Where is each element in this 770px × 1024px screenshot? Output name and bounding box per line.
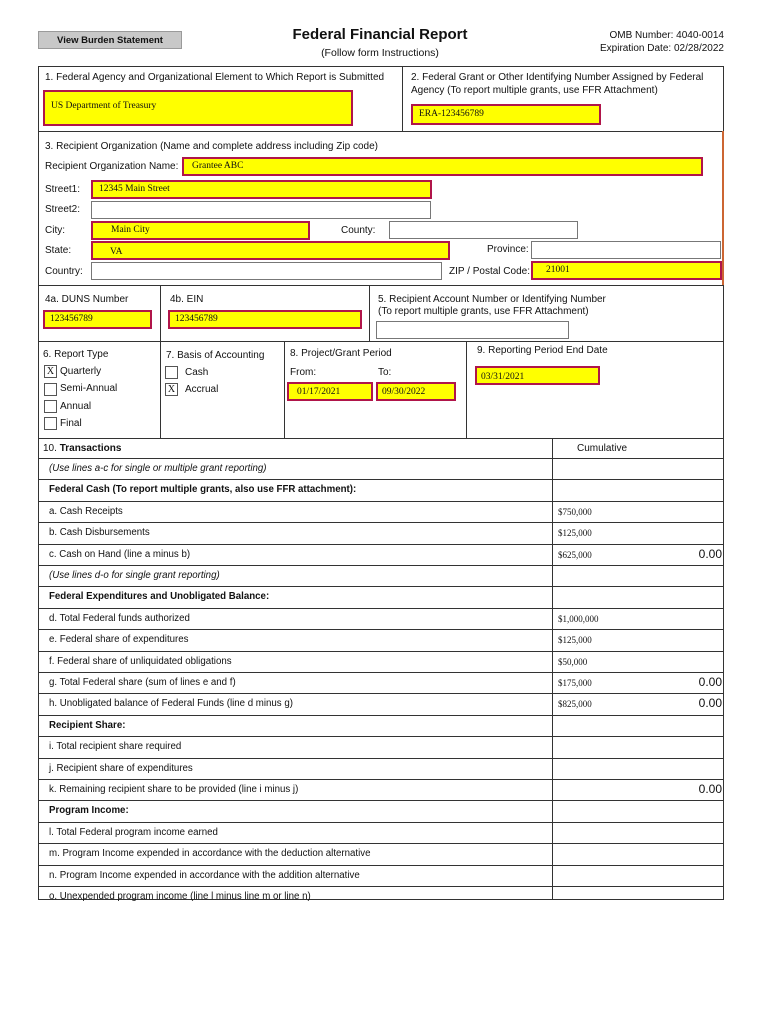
transaction-row-label: m. Program Income expended in accordance with the deduction alternative [49, 848, 371, 859]
account-number-label-2: (To report multiple grants, use FFR Attachment) [378, 306, 589, 317]
row-divider [38, 651, 724, 652]
row-divider [38, 458, 724, 459]
expiration-date: Expiration Date: 02/28/2022 [600, 43, 724, 54]
row-divider [38, 501, 724, 502]
transaction-row-label: Program Income: [49, 805, 129, 816]
ein-label: 4b. EIN [170, 294, 204, 305]
cumulative-value-field[interactable]: $125,000 [558, 528, 592, 538]
state-field[interactable]: VA [91, 241, 450, 260]
cash-label: Cash [185, 367, 209, 378]
transaction-row-label: n. Program Income expended in accordance with the addition alternative [49, 870, 360, 881]
agency-label: 1. Federal Agency and Organizational Element to Which Report is Submitted [45, 72, 385, 83]
transaction-row-label: c. Cash on Hand (line a minus b) [49, 549, 191, 560]
county-label: County: [341, 225, 376, 236]
transactions-title-text: Transactions [59, 443, 122, 454]
row-divider [38, 693, 724, 694]
divider [160, 341, 161, 438]
grant-number-label-1: 2. Federal Grant or Other Identifying Number Assigned by Federal [411, 72, 704, 83]
row-divider [38, 522, 724, 523]
divider [38, 438, 724, 439]
transaction-row-label: Recipient Share: [49, 720, 126, 731]
report-type-label: 6. Report Type [43, 349, 109, 360]
country-label: Country: [45, 266, 83, 277]
semi-annual-checkbox[interactable] [44, 383, 57, 396]
final-label: Final [60, 418, 82, 429]
transaction-row-label: (Use lines a-c for single or multiple grant reporting) [49, 463, 267, 474]
row-divider [38, 886, 724, 887]
annual-checkbox[interactable] [44, 400, 57, 413]
accrual-label: Accrual [185, 384, 219, 395]
row-divider [38, 736, 724, 737]
semi-annual-label: Semi-Annual [60, 383, 118, 394]
transaction-row-label: b. Cash Disbursements [49, 527, 150, 538]
to-date-field[interactable]: 09/30/2022 [376, 382, 456, 401]
computed-total: 0.00 [698, 782, 722, 796]
transaction-row-label: g. Total Federal share (sum of lines e and f) [49, 677, 236, 688]
transaction-row-label: f. Federal share of unliquidated obligations [49, 656, 232, 667]
omb-number: OMB Number: 4040-0014 [609, 30, 724, 41]
account-number-label-1: 5. Recipient Account Number or Identifying Number [378, 294, 606, 305]
scroll-marker [722, 131, 724, 285]
grant-number-label-2: Agency (To report multiple grants, use FFR Attachment) [411, 85, 658, 96]
divider [38, 285, 724, 286]
cumulative-value-field[interactable]: $175,000 [558, 678, 592, 688]
divider [466, 341, 467, 438]
cumulative-value-field[interactable]: $625,000 [558, 550, 592, 560]
cumulative-header: Cumulative [577, 443, 628, 454]
org-name-label: Recipient Organization Name: [45, 161, 179, 172]
row-divider [38, 800, 724, 801]
divider [369, 285, 370, 341]
transaction-row-label: j. Recipient share of expenditures [49, 763, 193, 774]
row-divider [38, 565, 724, 566]
to-label: To: [378, 367, 392, 378]
accrual-checkbox[interactable]: X [165, 383, 178, 396]
ein-field[interactable]: 123456789 [168, 310, 362, 329]
cumulative-value-field[interactable]: $125,000 [558, 635, 592, 645]
transaction-row-label: a. Cash Receipts [49, 506, 123, 517]
agency-field[interactable]: US Department of Treasury [43, 90, 353, 126]
province-field[interactable] [531, 241, 721, 259]
basis-accounting-label: 7. Basis of Accounting [166, 350, 265, 361]
row-divider [38, 479, 724, 480]
zip-label: ZIP / Postal Code: [449, 266, 530, 277]
row-divider [38, 672, 724, 673]
reporting-end-date-field[interactable]: 03/31/2021 [475, 366, 600, 385]
transactions-number: 10. [43, 443, 57, 454]
grant-number-field[interactable]: ERA-123456789 [411, 104, 601, 125]
province-label: Province: [487, 244, 529, 255]
recipient-org-label: 3. Recipient Organization (Name and complete address including Zip code) [45, 141, 378, 152]
project-period-label: 8. Project/Grant Period [290, 348, 392, 359]
transactions-title [43, 443, 121, 454]
reporting-end-date-label: 9. Reporting Period End Date [477, 345, 608, 356]
duns-label: 4a. DUNS Number [45, 294, 129, 305]
transaction-row-label: k. Remaining recipient share to be provided (line i minus j) [49, 784, 299, 795]
transaction-row-label: l. Total Federal program income earned [49, 827, 218, 838]
row-divider [38, 715, 724, 716]
cumulative-value-field[interactable]: $1,000,000 [558, 614, 599, 624]
cash-checkbox[interactable] [165, 366, 178, 379]
transaction-row-label: h. Unobligated balance of Federal Funds (line d minus g) [49, 698, 293, 709]
transaction-row-label: Federal Expenditures and Unobligated Balance: [49, 591, 270, 602]
divider [402, 66, 403, 131]
row-divider [38, 586, 724, 587]
country-field[interactable] [91, 262, 442, 280]
cumulative-value-field[interactable]: $750,000 [558, 507, 592, 517]
from-label: From: [290, 367, 317, 378]
transaction-row-label: o. Unexpended program income (line l minus line m or line n) [49, 891, 311, 902]
form-title: Federal Financial Report [292, 26, 468, 43]
cumulative-value-field[interactable]: $50,000 [558, 657, 588, 667]
account-number-field[interactable] [376, 321, 569, 339]
computed-total: 0.00 [698, 675, 722, 689]
row-divider [38, 779, 724, 780]
zip-field[interactable]: 21001 [531, 261, 722, 280]
city-field[interactable]: Main City [91, 221, 310, 240]
org-name-field[interactable]: Grantee ABC [182, 157, 703, 176]
row-divider [38, 608, 724, 609]
transaction-row-label: (Use lines d-o for single grant reporting) [49, 570, 220, 581]
row-divider [38, 822, 724, 823]
computed-total: 0.00 [698, 696, 722, 710]
omb-info [600, 29, 724, 55]
street2-label: Street2: [45, 204, 81, 215]
row-divider [38, 843, 724, 844]
row-divider [38, 758, 724, 759]
divider [38, 131, 724, 132]
row-divider [38, 544, 724, 545]
divider [552, 438, 553, 900]
street1-label: Street1: [45, 184, 81, 195]
row-divider [38, 865, 724, 866]
cumulative-value-field[interactable]: $825,000 [558, 699, 592, 709]
county-field[interactable] [389, 221, 578, 239]
annual-label: Annual [60, 401, 92, 412]
quarterly-checkbox[interactable]: X [44, 365, 57, 378]
duns-field[interactable]: 123456789 [43, 310, 152, 329]
transaction-row-label: e. Federal share of expenditures [49, 634, 189, 645]
view-burden-statement-button[interactable]: View Burden Statement [38, 31, 182, 49]
computed-total: 0.00 [698, 547, 722, 561]
state-label: State: [45, 245, 72, 256]
divider [160, 285, 161, 341]
transaction-row-label: i. Total recipient share required [49, 741, 182, 752]
street1-field[interactable]: 12345 Main Street [91, 180, 432, 199]
row-divider [38, 629, 724, 630]
transaction-row-label: d. Total Federal funds authorized [49, 613, 190, 624]
form-subtitle: (Follow form Instructions) [321, 47, 439, 59]
final-checkbox[interactable] [44, 417, 57, 430]
quarterly-label: Quarterly [60, 366, 102, 377]
transaction-row-label: Federal Cash (To report multiple grants, also use FFR attachment): [49, 484, 357, 495]
divider [38, 341, 724, 342]
from-date-field[interactable]: 01/17/2021 [287, 382, 373, 401]
divider [284, 341, 285, 438]
street2-field[interactable] [91, 201, 431, 219]
city-label: City: [45, 225, 65, 236]
